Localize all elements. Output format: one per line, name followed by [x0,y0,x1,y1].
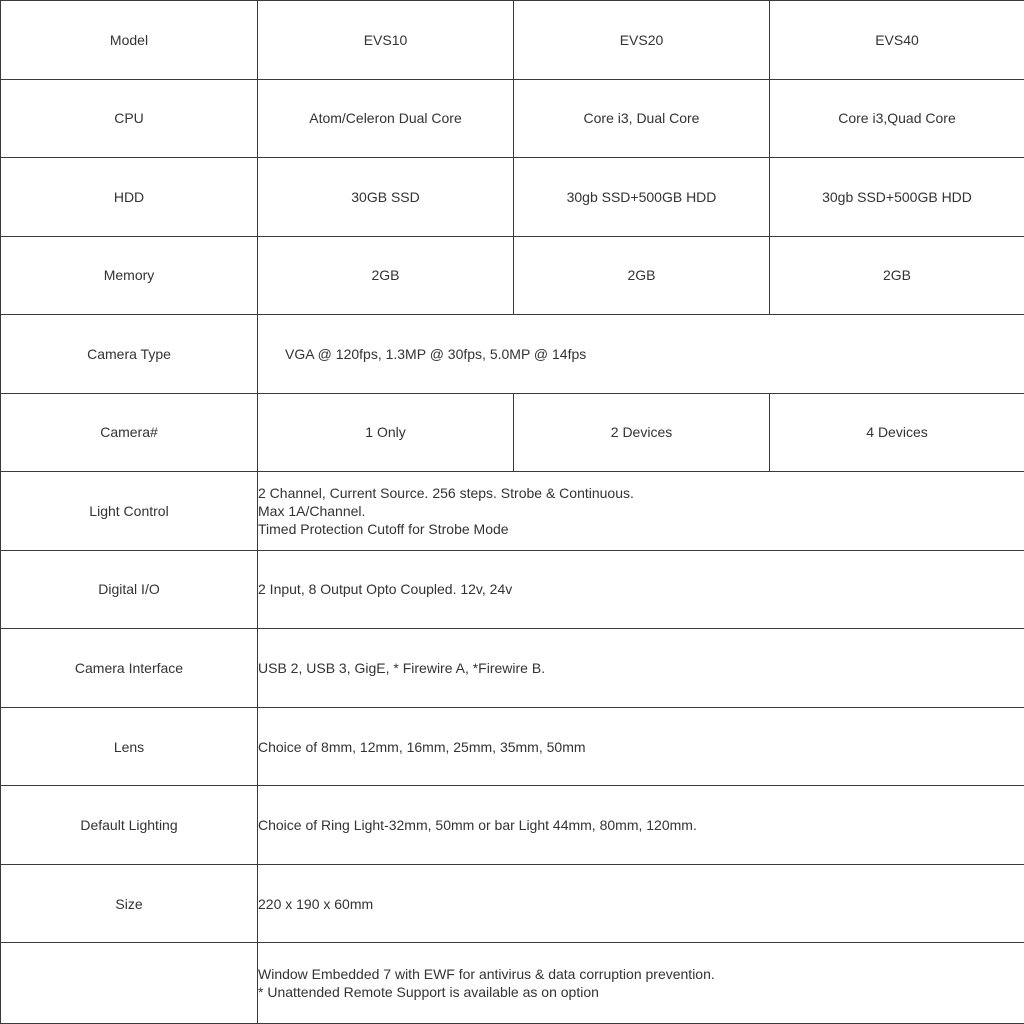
row-label-cpu: CPU [1,79,258,158]
default-lighting-value: Choice of Ring Light-32mm, 50mm or bar Light 44mm, 80mm, 120mm. [258,786,1024,865]
table-row-digital-io [1,550,1024,629]
table-row-os [1,943,1024,1024]
os-line-2: * Unattended Remote Support is available as on option [258,984,599,1001]
row-label-digital-io: Digital I/O [1,550,258,629]
table-row-camera-type [1,315,1024,394]
table-row-light-control [1,472,1024,551]
table-row-camera-count [1,393,1024,472]
row-label-hdd: HDD [1,158,258,237]
light-control-line-2: Max 1A/Channel. [258,502,366,519]
table-row-cpu [1,79,1024,158]
hdd-evs20: 30gb SSD+500GB HDD [514,158,770,237]
size-value: 220 x 190 x 60mm [258,864,1024,943]
model-evs20: EVS20 [514,1,770,80]
table-row-hdd [1,158,1024,237]
table-row-model [1,1,1024,80]
camera-type-value: VGA @ 120fps, 1.3MP @ 30fps, 5.0MP @ 14fps [258,315,1024,394]
hdd-evs40: 30gb SSD+500GB HDD [770,158,1024,237]
cpu-evs10: Atom/Celeron Dual Core [258,79,514,158]
memory-evs10: 2GB [258,236,514,315]
camera-count-evs20: 2 Devices [514,393,770,472]
lens-value: Choice of 8mm, 12mm, 16mm, 25mm, 35mm, 50mm [258,707,1024,786]
cpu-evs20: Core i3, Dual Core [514,79,770,158]
hdd-evs10: 30GB SSD [258,158,514,237]
row-label-model: Model [1,1,258,80]
row-label-camera-interface: Camera Interface [1,629,258,708]
model-evs10: EVS10 [258,1,514,80]
camera-count-evs10: 1 Only [258,393,514,472]
table-row-camera-interface [1,629,1024,708]
table-row-lens [1,707,1024,786]
light-control-line-3: Timed Protection Cutoff for Strobe Mode [258,520,509,537]
light-control-line-1: 2 Channel, Current Source. 256 steps. Strobe & Continuous. [258,484,634,501]
camera-count-evs40: 4 Devices [770,393,1024,472]
cpu-evs40: Core i3,Quad Core [770,79,1024,158]
row-label-camera-type: Camera Type [1,315,258,394]
row-label-size: Size [1,864,258,943]
table-row-default-lighting [1,786,1024,865]
memory-evs40: 2GB [770,236,1024,315]
digital-io-value: 2 Input, 8 Output Opto Coupled. 12v, 24v [258,550,1024,629]
light-control-value [258,472,1024,551]
os-line-1: Window Embedded 7 with EWF for antivirus & data corruption prevention. [258,966,715,983]
row-label-os [1,943,258,1024]
row-label-light-control: Light Control [1,472,258,551]
row-label-memory: Memory [1,236,258,315]
memory-evs20: 2GB [514,236,770,315]
row-label-lens: Lens [1,707,258,786]
row-label-camera-count: Camera# [1,393,258,472]
table-row-memory [1,236,1024,315]
model-evs40: EVS40 [770,1,1024,80]
camera-interface-value: USB 2, USB 3, GigE, * Firewire A, *Firewire B. [258,629,1024,708]
table-row-size [1,864,1024,943]
os-value [258,943,1024,1024]
row-label-default-lighting: Default Lighting [1,786,258,865]
